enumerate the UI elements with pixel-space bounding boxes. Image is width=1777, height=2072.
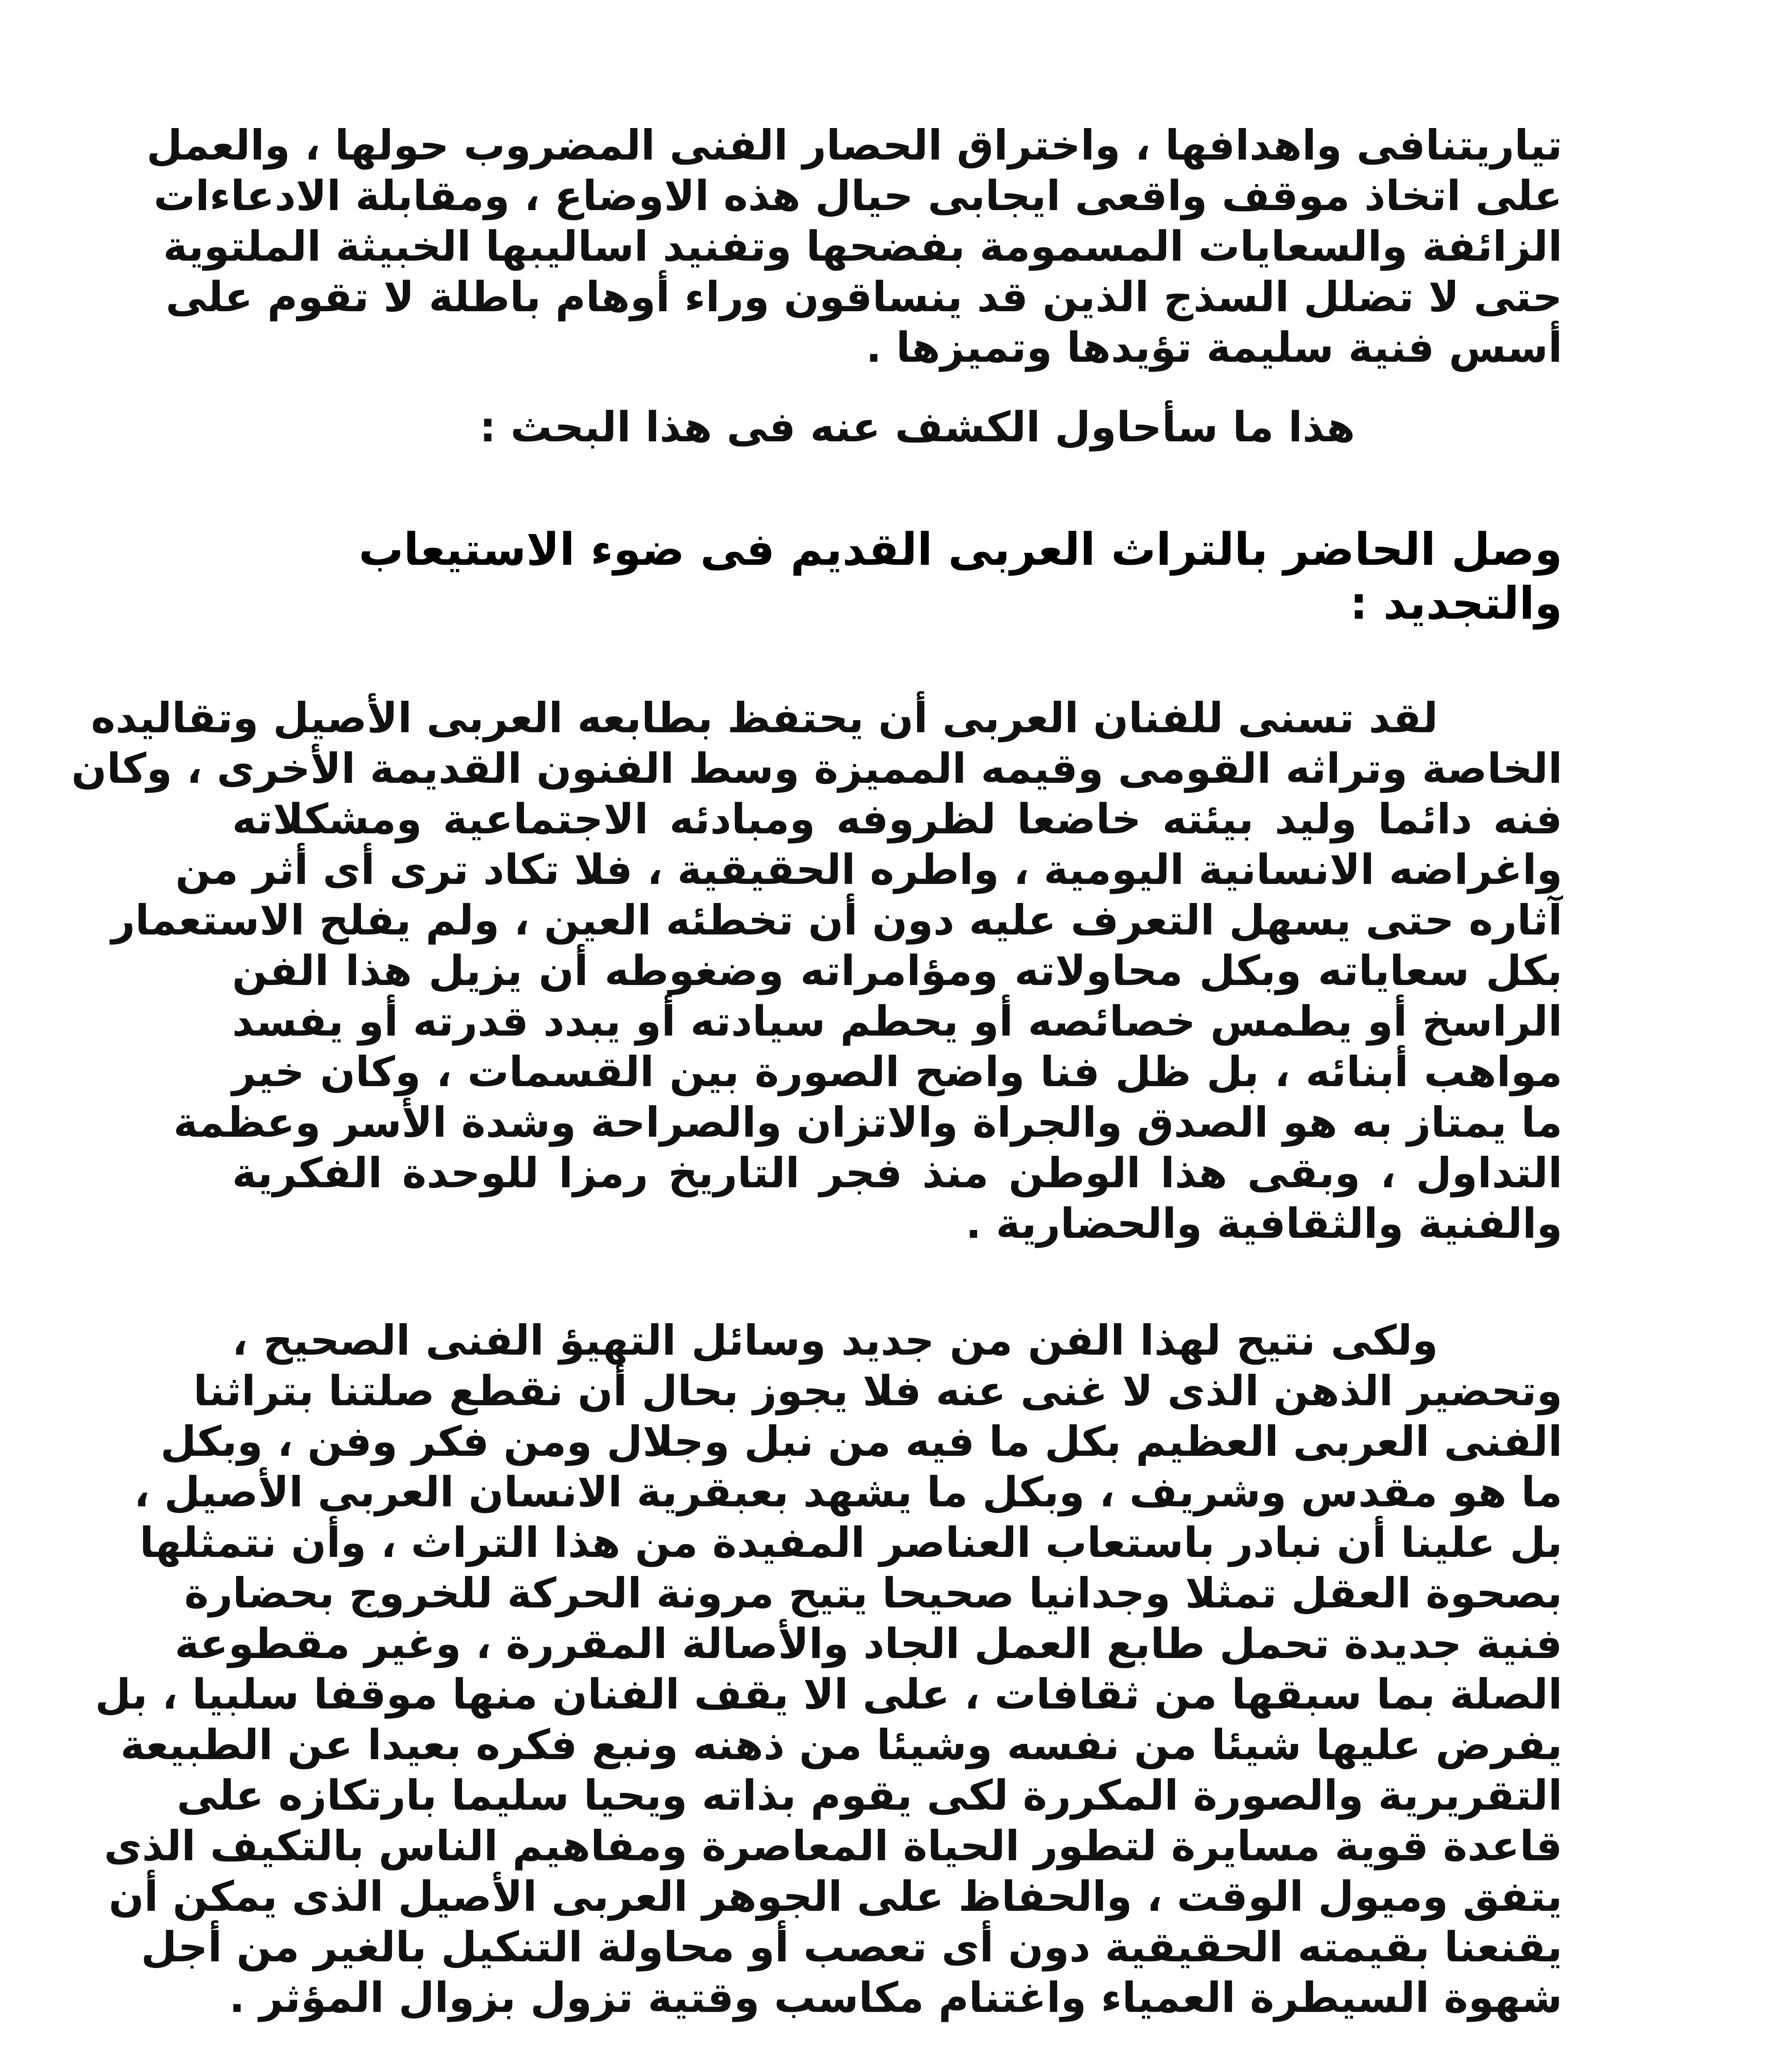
paragraph-3 <box>95 1315 1562 2023</box>
text-line: والفنية والثقافية والحضارية . <box>966 1199 1562 1248</box>
text-line: لقد تسنى للفنان العربى أن يحتفظ بطابعه العربى الأصيل وتقاليده <box>91 694 1438 742</box>
text-line: الزائفة والسعايات المسمومة بفضحها وتفنيد اساليبها الخبيثة الملتوية <box>163 222 1562 271</box>
text-line: فنية جديدة تحمل طابع العمل الجاد والأصالة المقررة ، وغير مقطوعة <box>174 1619 1562 1668</box>
intro-line: هذا ما سأحاول الكشف عنه فى هذا البحث : <box>479 403 1355 451</box>
text-line: بكل سعاياته وبكل محاولاته ومؤامراته وضغوطه أن يزيل هذا الفن <box>232 946 1562 995</box>
text-column <box>71 104 1562 2072</box>
text-line: آثاره حتى يسهل التعرف عليه دون أن تخطئه العين ، ولم يفلح الاستعمار <box>111 896 1562 944</box>
text-line: يتفق وميول الوقت ، والحفاظ على الجوهر العربى الأصيل الذى يمكن أن <box>109 1872 1562 1921</box>
text-line: الراسخ أو يطمس خصائصه أو يحطم سيادته أو يبدد قدرته أو يفسد <box>232 997 1562 1046</box>
text-line: التقريرية والصورة المكررة لكى يقوم بذاته ويحيا سليما بارتكازه على <box>177 1771 1562 1820</box>
text-line: على اتخاذ موقف واقعى ايجابى حيال هذه الاوضاع ، ومقابلة الادعاءات <box>153 172 1562 220</box>
section-heading: وصل الحاضر بالتراث العربى القديم فى ضوء الاستيعاب والتجديد : <box>358 524 1562 629</box>
text-line: الخاصة وتراثه القومى وقيمه المميزة وسط الفنون القديمة الأخرى ، وكان <box>71 744 1562 793</box>
text-line: وتحضير الذهن الذى لا غنى عنه فلا يجوز بحال أن نقطع صلتنا بتراثنا <box>193 1367 1562 1415</box>
text-line: أسس فنية سليمة تؤيدها وتميزها . <box>866 323 1562 372</box>
paragraph-2 <box>71 693 1562 1249</box>
text-line: فنه دائما وليد بيئته خاضعا لظروفه ومبادئه الاجتماعية ومشكلاته <box>232 795 1562 843</box>
text-line: حتى لا تضلل السذج الذين قد ينساقون وراء أوهام باطلة لا تقوم على <box>165 273 1562 321</box>
paragraph-1 <box>146 120 1562 373</box>
text-line: ما هو مقدس وشريف ، وبكل ما يشهد بعبقرية الانسان العربى الأصيل ، <box>134 1468 1562 1516</box>
text-line: بصحوة العقل تمثلا وجدانيا صحيحا يتيح مرونة الحركة للخروج بحضارة <box>184 1569 1562 1617</box>
text-line: بل علينا أن نبادر باستعاب العناصر المفيدة من هذا التراث ، وأن نتمثلها <box>139 1518 1562 1567</box>
text-line: مواهب أبنائه ، بل ظل فنا واضح الصورة بين القسمات ، وكان خير <box>232 1048 1562 1096</box>
text-line: الفنى العربى العظيم بكل ما فيه من نبل وجلال ومن فكر وفن ، وبكل <box>160 1417 1562 1466</box>
text-line: التداول ، وبقى هذا الوطن منذ فجر التاريخ رمزا للوحدة الفكرية <box>232 1149 1562 1197</box>
text-line: واغراضه الانسانية اليومية ، واطره الحقيقية ، فلا تكاد ترى أى أثر من <box>175 845 1562 894</box>
text-line: قاعدة قوية مسايرة لتطور الحياة المعاصرة ومفاهيم الناس بالتكيف الذى <box>104 1822 1562 1870</box>
text-line: تياريتنافى واهدافها ، واختراق الحصار الفنى المضروب حولها ، والعمل <box>146 121 1562 169</box>
text-line: شهوة السيطرة العمياء واغتنام مكاسب وقتية تزول بزوال المؤثر . <box>229 1973 1562 2022</box>
text-line: ما يمتاز به هو الصدق والجراة والاتزان والصراحة وشدة الأسر وعظمة <box>173 1098 1562 1147</box>
text-line: يفرض عليها شيئا من نفسه وشيئا من ذهنه ونبع فكره بعيدا عن الطبيعة <box>120 1721 1562 1769</box>
text-line: الصلة بما سبقها من ثقافات ، على الا يقف الفنان منها موقفا سلبيا ، بل <box>95 1670 1562 1719</box>
text-line: يقنعنا بقيمته الحقيقية دون أى تعصب أو محاولة التنكيل بالغير من أجل <box>141 1923 1562 1971</box>
text-line: ولكى نتيح لهذا الفن من جديد وسائل التهيؤ الفنى الصحيح ، <box>232 1316 1438 1365</box>
